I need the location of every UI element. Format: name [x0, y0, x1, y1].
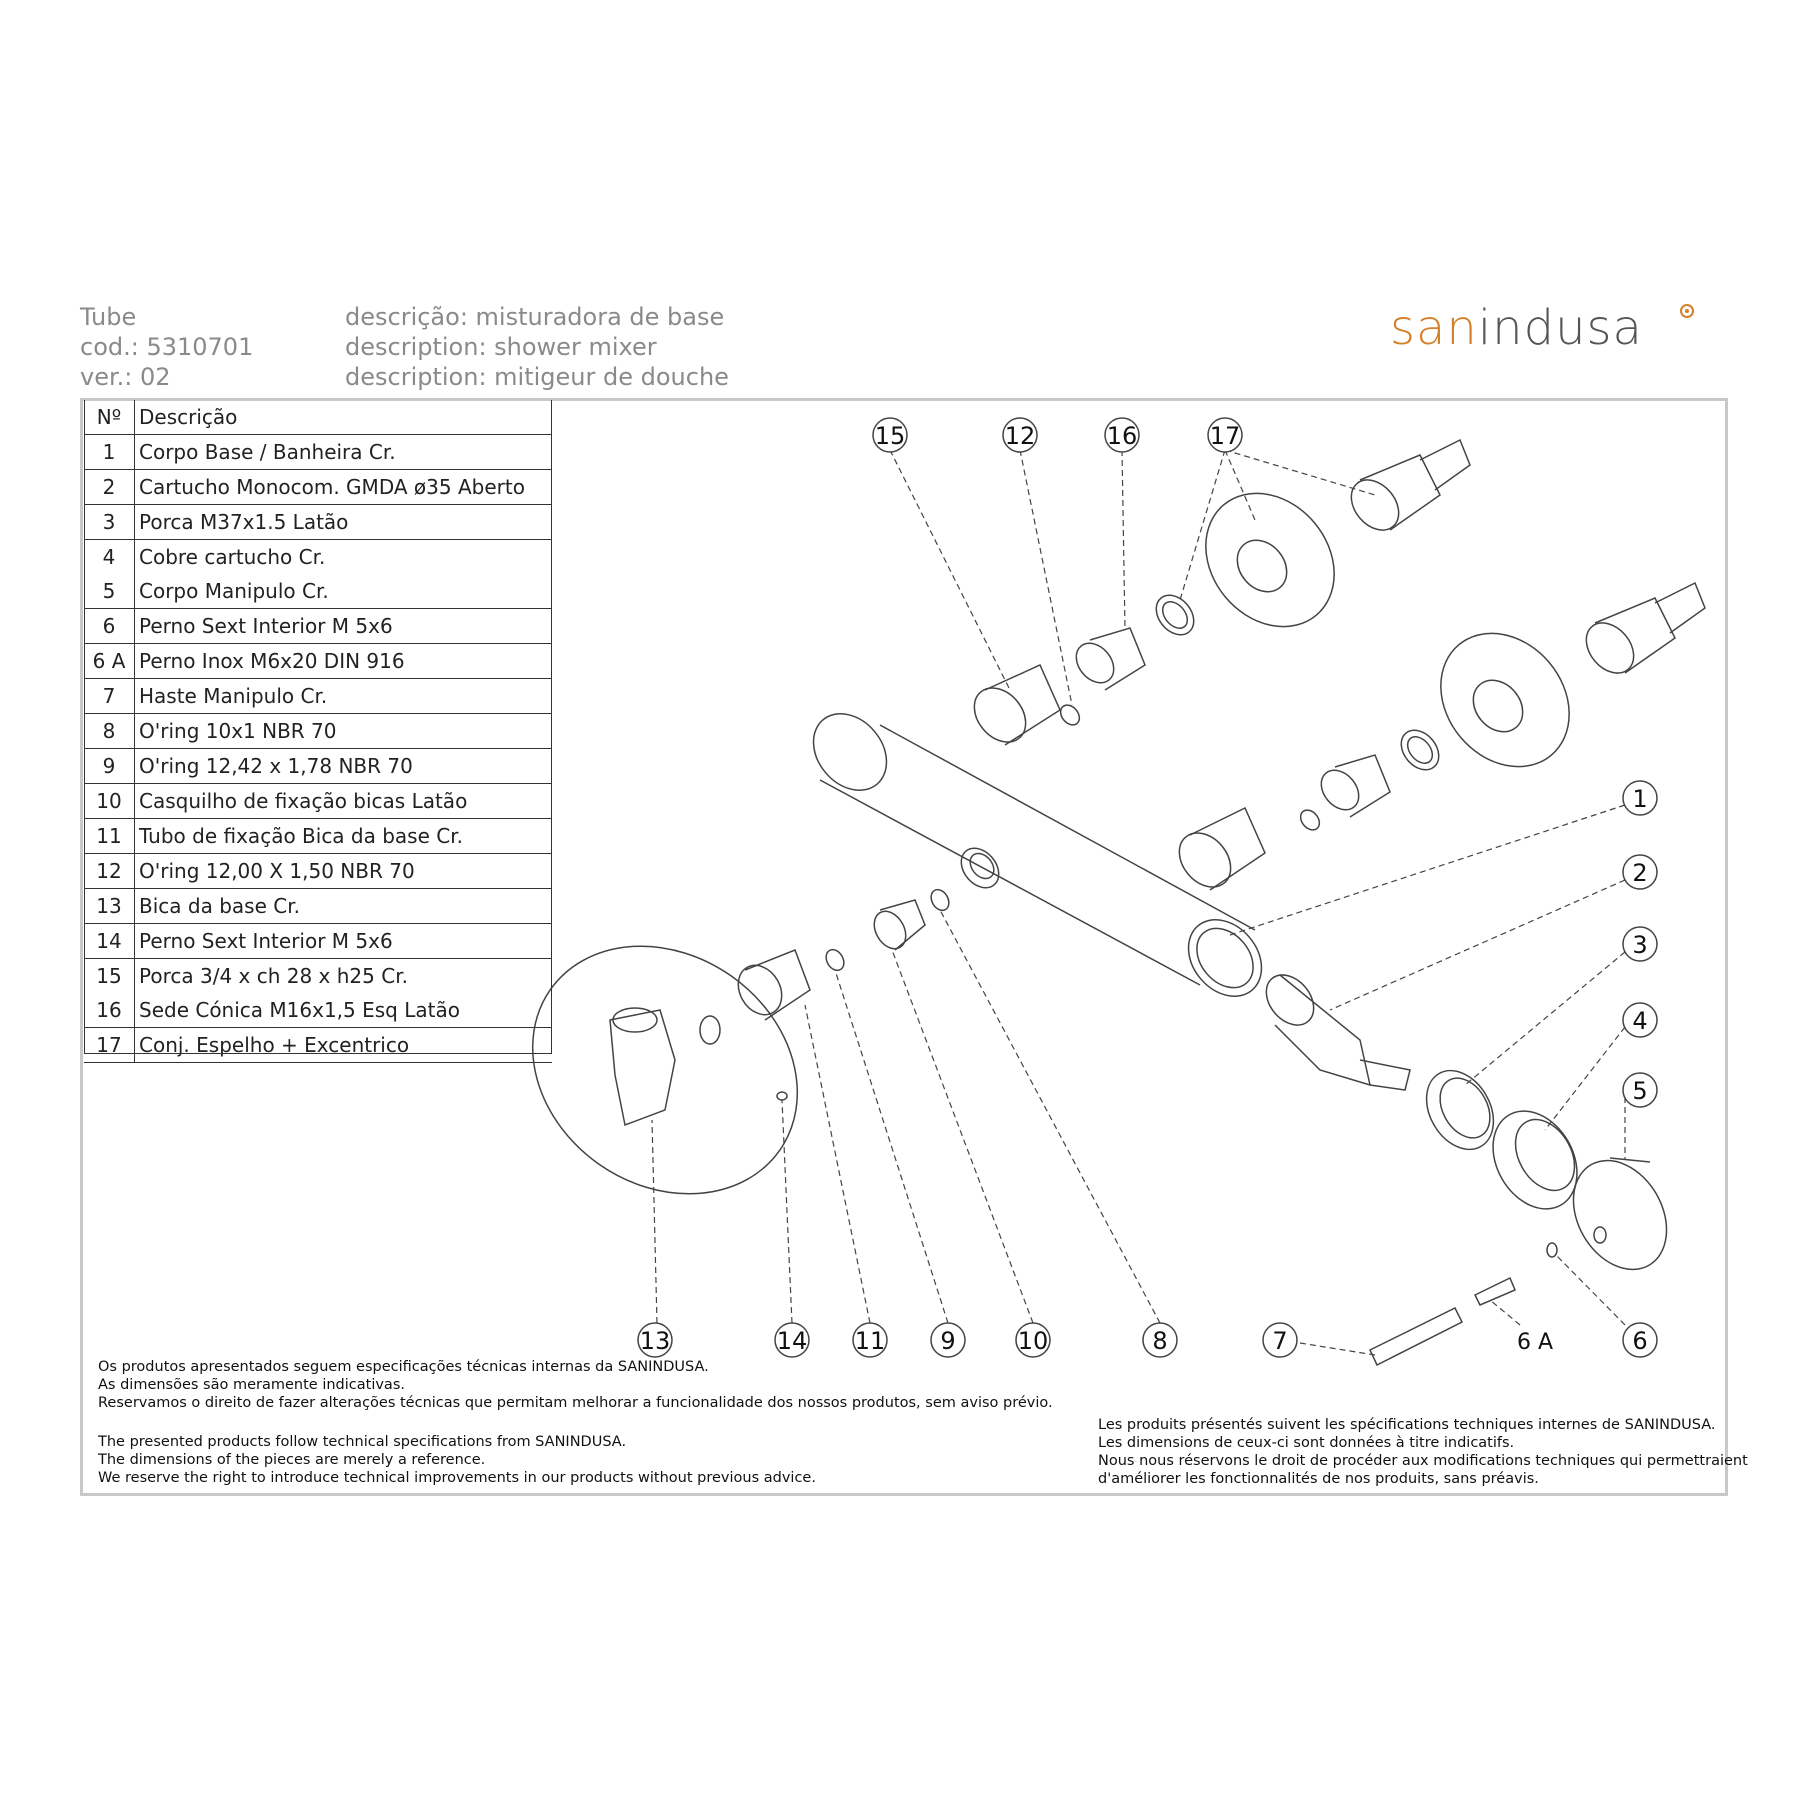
header-description-col: Descrição — [135, 400, 553, 435]
callout-1 — [1623, 781, 1657, 815]
part-number: 16 — [84, 993, 135, 1028]
disclaimer-line: The presented products follow technical specifications from SANINDUSA. — [98, 1434, 627, 1450]
disclaimer-line: As dimensões são meramente indicativas. — [98, 1377, 405, 1393]
part-number: 10 — [84, 784, 135, 819]
callout-label: 11 — [854, 1327, 886, 1355]
callout-label: 14 — [776, 1327, 808, 1355]
part-number: 4 — [84, 540, 135, 575]
part-number: 15 — [84, 959, 135, 994]
brand-logo-part1: san — [1390, 300, 1478, 356]
part-number: 9 — [84, 749, 135, 784]
callout-8 — [1143, 1323, 1177, 1357]
product-code: cod.: 5310701 — [80, 333, 254, 361]
part-number: 1 — [84, 435, 135, 470]
part-number: 7 — [84, 679, 135, 714]
disclaimer-line: We reserve the right to introduce technical improvements in our products without previous advice. — [98, 1470, 816, 1486]
part-description: Porca M37x1.5 Latão — [135, 505, 553, 540]
part-number: 5 — [84, 574, 135, 609]
disclaimer-pt — [98, 1358, 1053, 1412]
part-description: O'ring 12,42 x 1,78 NBR 70 — [135, 749, 553, 784]
callout-label: 10 — [1017, 1327, 1049, 1355]
description-pt: descrição: misturadora de base — [345, 303, 725, 331]
callout-6a — [1517, 1330, 1553, 1355]
part-description: Sede Cónica M16x1,5 Esq Latão — [135, 993, 553, 1028]
callout-label: 12 — [1004, 422, 1036, 450]
callout-label: 6 — [1632, 1327, 1648, 1355]
part-description: O'ring 10x1 NBR 70 — [135, 714, 553, 749]
disclaimer-en — [98, 1433, 816, 1487]
callout-12 — [1003, 418, 1037, 452]
callout-15 — [873, 418, 907, 452]
part-number: 12 — [84, 854, 135, 889]
description-fr: description: mitigeur de douche — [345, 363, 729, 391]
part-number: 17 — [84, 1028, 135, 1063]
part-description: Haste Manipulo Cr. — [135, 679, 553, 714]
callout-13 — [638, 1323, 672, 1357]
part-description: Perno Sext Interior M 5x6 — [135, 924, 553, 959]
callout-3 — [1623, 927, 1657, 961]
callout-label: 6 A — [1516, 1330, 1554, 1355]
disclaimer-fr — [1098, 1416, 1748, 1488]
callout-label: 13 — [639, 1327, 671, 1355]
disclaimer-line: d'améliorer les fonctionnalités de nos produits, sans préavis. — [1098, 1471, 1539, 1487]
part-description: Porca 3/4 x ch 28 x h25 Cr. — [139, 964, 408, 988]
callout-label: 7 — [1272, 1327, 1288, 1355]
description-en: description: shower mixer — [345, 333, 657, 361]
part-description: Perno Sext Interior M 5x6 — [135, 609, 553, 644]
product-version: ver.: 02 — [80, 363, 171, 391]
header-number: Nº — [84, 400, 135, 435]
callout-10 — [1016, 1323, 1050, 1357]
part-description: O'ring 12,00 X 1,50 NBR 70 — [135, 854, 553, 889]
part-number: 8 — [84, 714, 135, 749]
callout-label: 4 — [1632, 1007, 1648, 1035]
disclaimer-line: Les dimensions de ceux-ci sont données à titre indicatifs. — [1098, 1435, 1515, 1451]
callout-5 — [1623, 1073, 1657, 1107]
part-description: Bica da base Cr. — [135, 889, 553, 924]
disclaimer-line: Os produtos apresentados seguem especificações técnicas internas da SANINDUSA. — [98, 1359, 709, 1375]
callout-label: 3 — [1632, 931, 1648, 959]
callout-label: 2 — [1632, 859, 1648, 887]
callout-14 — [775, 1323, 809, 1357]
part-description: Casquilho de fixação bicas Latão — [135, 784, 553, 819]
disclaimer-line: The dimensions of the pieces are merely a reference. — [98, 1452, 486, 1468]
callout-11 — [853, 1323, 887, 1357]
callout-2 — [1623, 855, 1657, 889]
callout-label: 1 — [1632, 785, 1648, 813]
callout-17 — [1208, 418, 1242, 452]
part-number: 6 — [84, 609, 135, 644]
part-description: Cobre cartucho Cr. — [139, 545, 326, 569]
callout-label: 15 — [874, 422, 906, 450]
callout-6 — [1623, 1323, 1657, 1357]
callout-9 — [931, 1323, 965, 1357]
part-number: 13 — [84, 889, 135, 924]
callout-16 — [1105, 418, 1139, 452]
disclaimer-line: Nous nous réservons le droit de procéder aux modifications techniques qui permettraient — [1098, 1453, 1748, 1469]
part-number: 3 — [84, 505, 135, 540]
callout-label: 16 — [1106, 422, 1138, 450]
disclaimer-line: Reservamos o direito de fazer alterações técnicas que permitam melhorar a funcionalidade dos nossos produtos, sem aviso prévio. — [98, 1395, 1053, 1411]
part-description: Perno Inox M6x20 DIN 916 — [135, 644, 553, 679]
part-number: 2 — [84, 470, 135, 505]
disclaimer-line: Les produits présentés suivent les spécifications techniques internes de SANINDUSA. — [1098, 1417, 1716, 1433]
part-number: 6 A — [84, 644, 135, 679]
part-description: Tubo de fixação Bica da base Cr. — [135, 819, 553, 854]
callout-label: 17 — [1209, 422, 1241, 450]
callout-4 — [1623, 1003, 1657, 1037]
callout-label: 5 — [1632, 1077, 1648, 1105]
product-name: Tube — [80, 303, 137, 331]
callout-label: 9 — [940, 1327, 956, 1355]
part-description: Corpo Manipulo Cr. — [135, 574, 553, 609]
callout-7 — [1263, 1323, 1297, 1357]
part-number: 11 — [84, 819, 135, 854]
brand-logo-part2: indusa — [1477, 300, 1643, 356]
part-number: 14 — [84, 924, 135, 959]
callout-label: 8 — [1152, 1327, 1168, 1355]
part-description: Conj. Espelho + Excentrico — [135, 1028, 553, 1063]
part-description: Corpo Base / Banheira Cr. — [135, 435, 553, 470]
part-description: Cartucho Monocom. GMDA ø35 Aberto — [135, 470, 553, 505]
